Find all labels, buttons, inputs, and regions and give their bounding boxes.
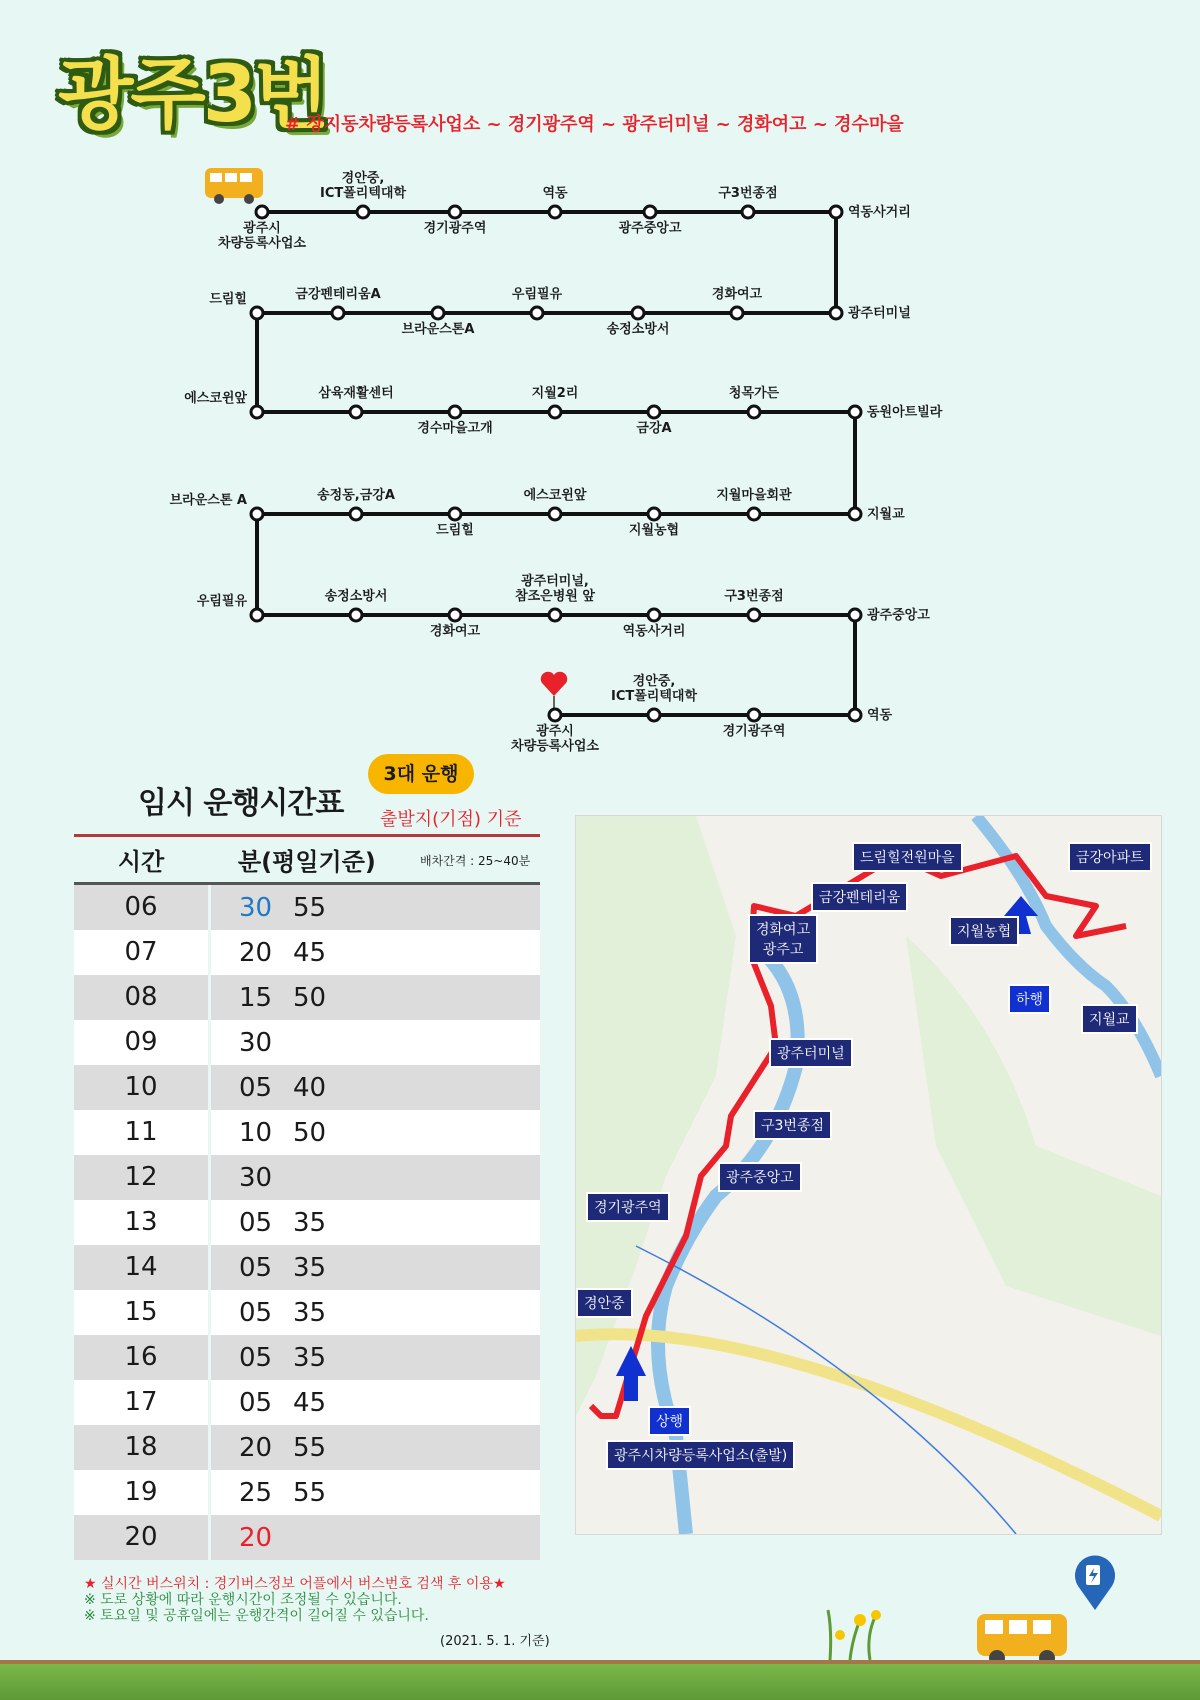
map-label-station: 경기광주역 [586, 1192, 670, 1222]
stop-label: 역동 [542, 186, 568, 201]
stop-label: 구3번종점 [718, 186, 778, 201]
map-label-origin: 광주시차량등록사업소(출발) [606, 1440, 795, 1470]
divider [74, 834, 540, 837]
hour-cell: 12 [74, 1155, 211, 1200]
stop-label: 광주터미널, 참조은병원 앞 [515, 574, 595, 604]
hour-cell: 10 [74, 1065, 211, 1110]
stop-label: 경수마을고개 [417, 421, 493, 436]
stop-label: 경안중, ICT폴리텍대학 [610, 674, 698, 704]
minute-cell: 05 [239, 1252, 273, 1283]
map-label-jiwol-nh: 지월농협 [949, 916, 1019, 946]
minute-cell: 40 [293, 1072, 327, 1103]
map-label-dreamhill: 드림힐전원마을 [852, 842, 963, 872]
map-label-pentarium: 금강펜테리움 [811, 882, 908, 912]
minute-cell: 55 [293, 1477, 327, 1508]
dispatch-interval: 배차간격 : 25~40분 [420, 854, 531, 868]
map-label-gyeongan: 경안중 [576, 1288, 633, 1318]
stop-label: 동원아트빌라 [867, 405, 943, 420]
stop-label: 광주중앙고 [618, 221, 682, 236]
stop-label: 광주중앙고 [867, 608, 930, 623]
stop-label: 경화여고 [429, 624, 481, 639]
minute-cell: 35 [293, 1342, 327, 1373]
stop-label: 광주시 차량등록사업소 [218, 221, 306, 251]
stop-label: 경안중, ICT폴리텍대학 [319, 171, 407, 201]
flower-icon [800, 1600, 900, 1660]
stop-label: 지월농협 [628, 523, 680, 538]
minute-cell: 35 [293, 1207, 327, 1238]
table-row [74, 1425, 540, 1470]
minute-cell: 45 [293, 1387, 327, 1418]
route-map [575, 815, 1162, 1535]
route-stop-labels [0, 150, 1200, 760]
stop-label: 역동사거리 [622, 624, 686, 639]
hour-cell: 17 [74, 1380, 211, 1425]
hour-cell: 15 [74, 1290, 211, 1335]
stop-label: 우림필유 [196, 594, 247, 609]
stop-label: 구3번종점 [724, 589, 784, 604]
hour-cell: 06 [74, 885, 211, 930]
stop-label: 지월마을회관 [716, 488, 792, 503]
minute-cell: 20 [239, 1432, 273, 1463]
hour-cell: 09 [74, 1020, 211, 1065]
stop-label: 역동사거리 [848, 205, 911, 220]
minute-cell: 45 [293, 937, 327, 968]
minute-cell: 20 [239, 937, 273, 968]
stop-label: 지월교 [867, 507, 905, 522]
table-row [74, 1020, 540, 1065]
stop-label: 에스코윈앞 [523, 488, 587, 503]
map-label-jiwolgyo: 지월교 [1081, 1004, 1138, 1034]
map-label-gyeonghwa: 경화여고 광주고 [748, 914, 818, 964]
notes [84, 1576, 506, 1624]
table-row [74, 1200, 540, 1245]
table-row [74, 1515, 540, 1560]
minute-cell: 25 [239, 1477, 273, 1508]
timetable-body [74, 885, 540, 1560]
stop-label: 경기광주역 [423, 221, 487, 236]
table-row [74, 1335, 540, 1380]
timetable-basis: 출발지(기점) 기준 [380, 809, 522, 830]
map-label-jungang: 광주중앙고 [718, 1162, 802, 1192]
table-row [74, 885, 540, 930]
hour-cell: 19 [74, 1470, 211, 1515]
page-title: 광주3번 [58, 50, 327, 140]
stop-label: 광주시 차량등록사업소 [511, 724, 599, 754]
stop-label: 브라운스톤A [401, 322, 475, 337]
table-row [74, 1245, 540, 1290]
stop-label: 청목가든 [728, 386, 780, 401]
stop-label: 금강A [636, 421, 672, 436]
column-header-minute: 분(평일기준) [238, 848, 376, 876]
minute-cell: 05 [239, 1387, 273, 1418]
hour-cell: 20 [74, 1515, 211, 1560]
hour-cell: 14 [74, 1245, 211, 1290]
table-row [74, 1155, 540, 1200]
bus-icon [975, 1608, 1075, 1668]
stop-label: 역동 [867, 708, 893, 723]
stop-label: 경화여고 [711, 287, 763, 302]
minute-cell: 55 [293, 892, 327, 923]
minute-cell: 20 [239, 1522, 273, 1553]
stop-label: 브라운스톤 A [169, 493, 247, 508]
map-label-geumgang-apt: 금강아파트 [1068, 842, 1152, 872]
stop-label: 금강펜테리움A [295, 287, 381, 302]
minute-cell: 15 [239, 982, 273, 1013]
hour-cell: 07 [74, 930, 211, 975]
stop-label: 드림힐 [436, 523, 474, 538]
route-subtitle: # 장지동차량등록사업소 ~ 경기광주역 ~ 광주터미널 ~ 경화여고 ~ 경수마을 [285, 114, 904, 135]
minute-cell: 05 [239, 1207, 273, 1238]
stop-label: 광주터미널 [848, 306, 911, 321]
minute-cell: 30 [239, 1162, 273, 1193]
timetable-title: 임시 운행시간표 [138, 786, 344, 821]
map-label-up: 상행 [648, 1406, 691, 1436]
hour-cell: 18 [74, 1425, 211, 1470]
map-label-terminal: 광주터미널 [769, 1038, 853, 1068]
stop-label: 삼육재활센터 [318, 386, 394, 401]
minute-cell: 30 [239, 892, 273, 923]
minute-cell: 05 [239, 1342, 273, 1373]
note-road: ※ 도로 상황에 따라 운행시간이 조정될 수 있습니다. [84, 1592, 402, 1608]
minute-cell: 50 [293, 1117, 327, 1148]
note-realtime: ★ 실시간 버스위치 : 경기버스정보 어플에서 버스번호 검색 후 이용★ [84, 1576, 506, 1592]
stop-label: 에스코윈앞 [184, 391, 247, 406]
minute-cell: 05 [239, 1072, 273, 1103]
ground-decoration [0, 1660, 1200, 1700]
stop-label: 지월2리 [531, 386, 579, 401]
stop-label: 송정소방서 [606, 322, 670, 337]
table-row [74, 1290, 540, 1335]
table-row [74, 1470, 540, 1515]
minute-cell: 05 [239, 1297, 273, 1328]
minute-cell: 30 [239, 1027, 273, 1058]
stop-label: 경기광주역 [722, 724, 786, 739]
charging-pin-icon [1070, 1552, 1120, 1612]
note-weekend: ※ 토요일 및 공휴일에는 운행간격이 길어질 수 있습니다. [84, 1608, 429, 1624]
minute-cell: 10 [239, 1117, 273, 1148]
hour-cell: 08 [74, 975, 211, 1020]
bus-count-badge: 3대 운행 [368, 754, 474, 794]
minute-cell: 55 [293, 1432, 327, 1463]
stop-label: 우림필유 [511, 287, 563, 302]
table-row [74, 1110, 540, 1155]
table-row [74, 1065, 540, 1110]
map-label-down: 하행 [1008, 984, 1051, 1014]
table-row [74, 975, 540, 1020]
table-row [74, 930, 540, 975]
hour-cell: 13 [74, 1200, 211, 1245]
stop-label: 송정동,금강A [317, 488, 395, 503]
reference-date: (2021. 5. 1. 기준) [440, 1634, 550, 1649]
stop-label: 드림힐 [209, 292, 247, 307]
map-label-gu3: 구3번종점 [753, 1110, 832, 1140]
minute-cell: 35 [293, 1297, 327, 1328]
stop-label: 송정소방서 [324, 589, 388, 604]
minute-cell: 50 [293, 982, 327, 1013]
table-row [74, 1380, 540, 1425]
hour-cell: 11 [74, 1110, 211, 1155]
hour-cell: 16 [74, 1335, 211, 1380]
minute-cell: 35 [293, 1252, 327, 1283]
column-header-hour: 시간 [117, 848, 165, 876]
